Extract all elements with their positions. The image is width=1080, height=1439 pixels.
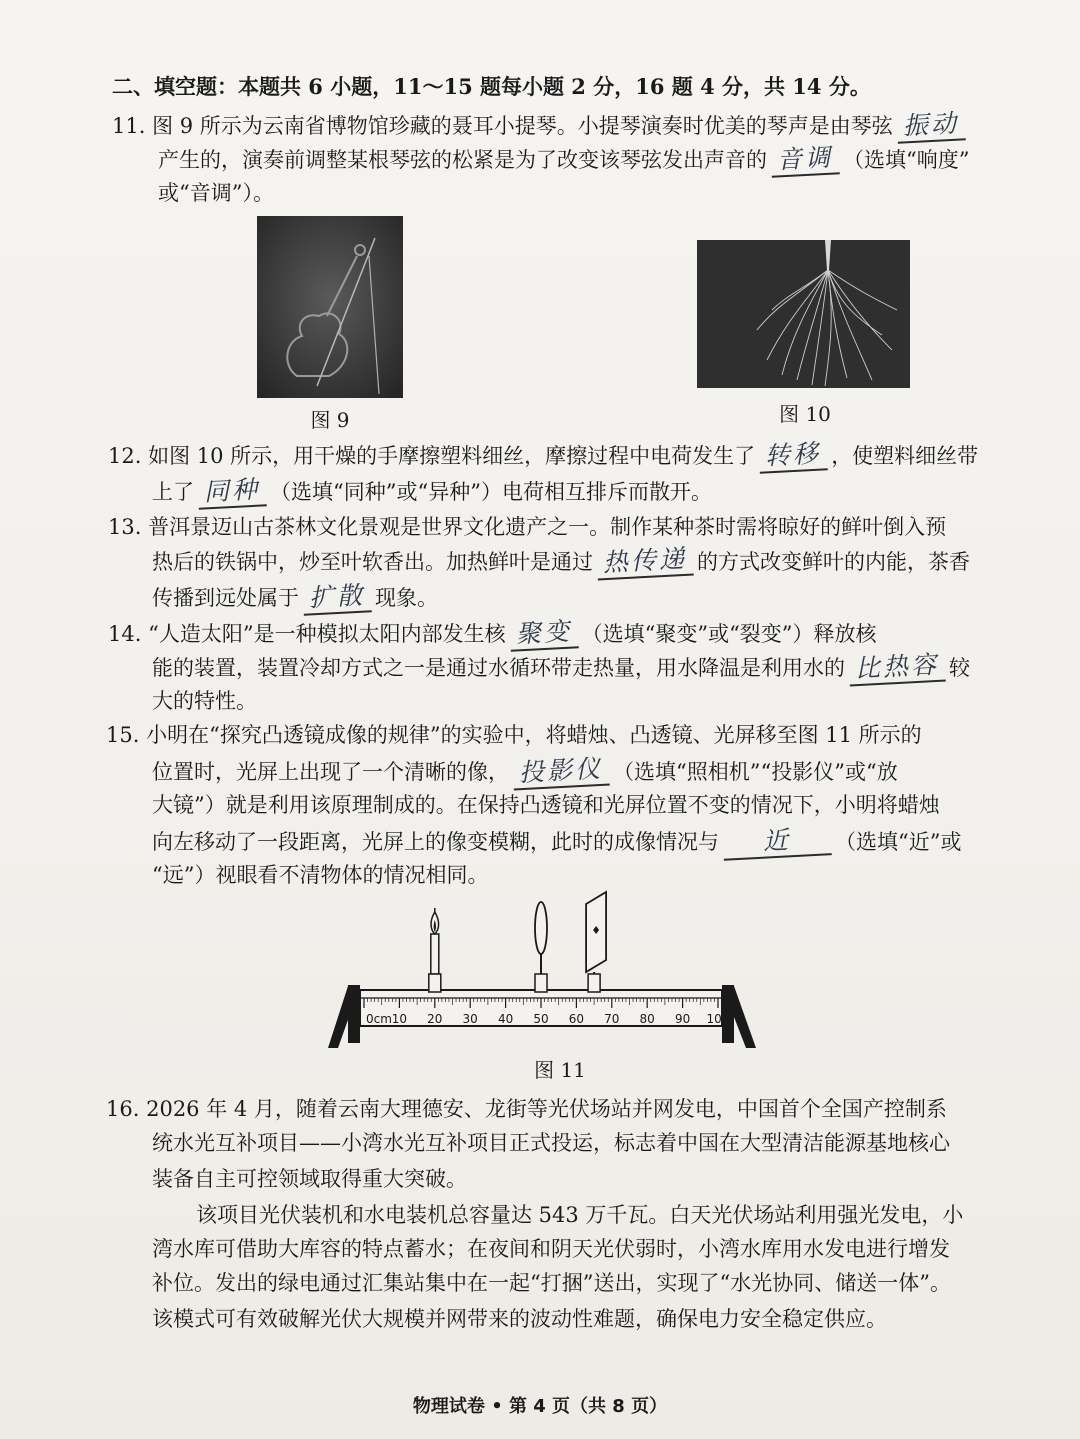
q12-answer-2: 同种 [197,474,267,510]
q11-number: 11. [112,114,146,138]
ruler-label: 90 [674,1012,691,1026]
q13-text: 热后的铁锅中，炒至叶软香出。加热鲜叶是通过 [152,550,593,574]
q13-text: 现象。 [375,586,439,610]
q16-line2: 统水光互补项目——小湾水光互补项目正式投运，标志着中国在大型清洁能源基地核心 [152,1131,950,1155]
q15-number: 15. [106,723,140,747]
ruler-label: 50 [533,1012,549,1026]
q14-answer-1: 聚变 [509,616,579,652]
q12-line1 [108,440,978,472]
holder-base [535,974,547,992]
q12-text: （选填“同种”或“异种”）电荷相互排斥而散开。 [270,480,712,504]
q14-line1 [108,618,877,650]
q12-number: 12. [108,444,142,468]
ruler-label: 30 [462,1012,478,1026]
q13-text: 普洱景迈山古茶林文化景观是世界文化遗产之一。制作某种茶时需将晾好的鲜叶倒入预 [148,515,947,539]
q14-number: 14. [108,622,142,646]
q14-text: “人造太阳”是一种模拟太阳内部发生核 [148,622,506,646]
ruler-label: 80 [639,1012,655,1026]
strands-image [697,240,910,388]
light-screen [586,892,606,980]
page-footer: 物理试卷 • 第 4 页（共 8 页） [412,1396,668,1417]
q14-text: （选填“聚变”或“裂变”）释放核 [581,622,877,646]
q13-line3 [152,582,438,614]
figure-10-strands-photo [697,240,910,388]
q14-text: 能的装置，装置冷却方式之一是通过水循环带走热量，用水降温是利用水的 [152,656,845,680]
q12-text: 如图 10 所示，用干燥的手摩擦塑料细丝，摩擦过程中电荷发生了 [148,444,756,468]
holder-base [588,974,600,992]
ruler-label: 70 [604,1012,620,1026]
q14-text: 较 [949,656,971,680]
ruler-label: 10 [391,1012,408,1026]
q11-line3: 或“音调”）。 [158,181,274,205]
q16-line4: 该项目光伏装机和水电装机总容量达 543 万千瓦。白天光伏场站利用强光发电，小 [196,1203,964,1227]
q15-answer-2: 近 [722,823,832,861]
candle [431,908,439,974]
q15-answer-1: 投影仪 [512,754,610,791]
figure-9-caption: 图 9 [310,408,350,432]
ruler-label: 40 [497,1012,514,1026]
q16-line5: 湾水库可借助大库容的特点蓄水；在夜间和阴天光伏弱时，小湾水库用水发电进行增发 [152,1237,950,1261]
ruler-label: 20 [427,1012,443,1026]
q11-answer-2: 音调 [770,142,840,178]
q15-line5: “远”）视眼看不清物体的情况相同。 [152,863,489,887]
q15-text: （选填“照相机”“投影仪”或“放 [613,760,898,784]
q14-line2 [152,649,971,684]
q16-text: 2026 年 4 月，随着云南大理德安、龙街等光伏场站并网发电，中国首个全国产控制系 [146,1097,947,1121]
ruler-label: 0cm [366,1012,392,1026]
q13-line1 [108,512,946,542]
q13-number: 13. [108,515,142,539]
q11-text: 图 9 所示为云南省博物馆珍藏的聂耳小提琴。小提琴演奏时优美的琴声是由琴弦 [152,114,893,138]
q12-answer-1: 转移 [758,438,828,474]
bench-left-post [348,985,360,1043]
q12-text: ，使塑料细丝带 [831,444,979,468]
figure-11-optical-bench [320,890,760,1050]
q12-line2 [152,476,712,508]
q13-text: 传播到远处属于 [152,586,299,610]
q16-line7: 该模式可有效破解光伏大规模并网带来的波动性难题，确保电力安全稳定供应。 [152,1307,887,1331]
q15-line3: 大镜”）就是利用该原理制成的。在保持凸透镜和光屏位置不变的情况下，小明将蜡烛 [152,793,940,817]
ruler-label: 100 [706,1012,730,1026]
q11-answer-1: 振动 [896,108,966,144]
q15-text: 向左移动了一段距离，光屏上的像变模糊，此时的成像情况与 [152,830,719,854]
figure-9-violin-photo [257,216,403,398]
q16-number: 16. [106,1097,140,1121]
violin-image [257,216,403,398]
q12-text: 上了 [152,480,194,504]
q14-answer-2: 比热容 [848,650,946,687]
q16-line1 [106,1094,947,1124]
q16-line6: 补位。发出的绿电通过汇集站集中在一起“打捆”送出，实现了“水光协同、储送一体”。 [152,1271,951,1295]
q11-line2 [158,144,970,176]
q16-line3: 装备自主可控领域取得重大突破。 [152,1167,467,1191]
q15-text: 小明在“探究凸透镜成像的规律”的实验中，将蜡烛、凸透镜、光屏移至图 11 所示的 [146,723,922,747]
q15-text: 位置时，光屏上出现了一个清晰的像， [152,760,509,784]
ruler-label: 60 [568,1012,585,1026]
figure-10-caption: 图 10 [779,402,831,426]
q11-text: 产生的，演奏前调整某根琴弦的松紧是为了改变该琴弦发出声音的 [158,148,767,172]
q15-line4 [152,826,962,858]
q13-text: 的方式改变鲜叶的内能，茶香 [697,550,971,574]
convex-lens [535,902,547,974]
figure-11-caption: 图 11 [534,1058,586,1082]
section-heading: 二、填空题：本题共 6 小题，11～15 题每小题 2 分，16 题 4 分，共 14 分。 [112,74,871,99]
holder-base [429,974,441,992]
q13-line2 [152,543,971,578]
q13-answer-2: 扩散 [302,580,372,616]
q11-line1 [112,110,969,142]
q15-line1 [106,720,922,750]
q15-line2 [152,753,898,788]
q11-text: （选填“响度” [843,148,970,172]
q15-text: （选填“近”或 [835,830,962,854]
q14-line3: 大的特性。 [152,689,257,713]
q13-answer-1: 热传递 [596,544,694,581]
